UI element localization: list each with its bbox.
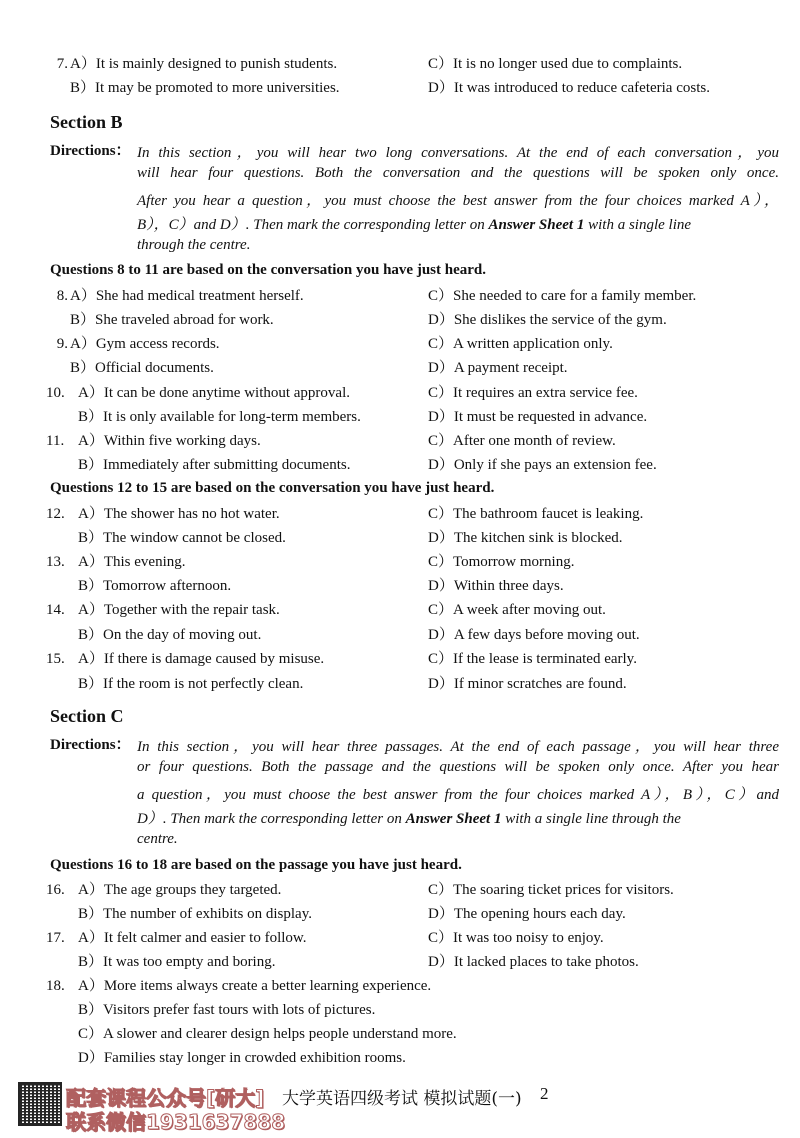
option-a: A）This evening. — [78, 554, 186, 570]
question-group-heading: Questions 8 to 11 are based on the conversation you have just heard. — [50, 262, 486, 278]
directions-line: centre. — [137, 831, 178, 847]
option-d: D）A payment receipt. — [428, 360, 568, 376]
question-group-heading: Questions 16 to 18 are based on the passage you have just heard. — [50, 857, 462, 873]
option-a: A）She had medical treatment herself. — [70, 288, 304, 304]
question-number: 14. — [46, 602, 65, 618]
option-d: D）It lacked places to take photos. — [428, 954, 639, 970]
question-number: 16. — [46, 882, 65, 898]
page-footer — [0, 1082, 800, 1132]
question-12 — [0, 503, 800, 525]
option-c: C）A written application only. — [428, 336, 613, 352]
option-a: A）The age groups they targeted. — [78, 882, 282, 898]
question-14 — [0, 599, 800, 621]
question-number: 13. — [46, 554, 65, 570]
option-a: A）It felt calmer and easier to follow. — [78, 930, 307, 946]
option-b: B）It may be promoted to more universities. — [70, 80, 340, 96]
option-d: D）The opening hours each day. — [428, 906, 626, 922]
option-b: B）If the room is not perfectly clean. — [78, 676, 304, 692]
question-7-row-2 — [0, 77, 800, 99]
section-b-heading: Section B — [50, 112, 123, 132]
question-number: 11. — [46, 433, 65, 449]
option-c: C）A slower and clearer design helps people understand more. — [78, 1026, 457, 1042]
footer-title: 大学英语四级考试 模拟试题(一) — [282, 1089, 522, 1109]
directions-line: D）. Then mark the corresponding letter on Answer Sheet 1 with a single line through the — [137, 811, 681, 827]
question-number: 10. — [46, 385, 65, 401]
option-a: A）It can be done anytime without approval. — [78, 385, 351, 401]
question-13 — [0, 551, 800, 573]
option-c: C）She needed to care for a family member. — [428, 288, 697, 304]
option-b: B）On the day of moving out. — [78, 627, 262, 643]
option-b: B）The number of exhibits on display. — [78, 906, 312, 922]
option-d: D）Within three days. — [428, 578, 564, 594]
option-d: D）Only if she pays an extension fee. — [428, 457, 657, 473]
option-a: A）Within five working days. — [78, 433, 261, 449]
option-d: D）It must be requested in advance. — [428, 409, 648, 425]
option-d: D）The kitchen sink is blocked. — [428, 530, 623, 546]
question-group-heading: Questions 12 to 15 are based on the conversation you have just heard. — [50, 480, 495, 496]
question-number: 8. — [56, 288, 68, 304]
option-a: A）If there is damage caused by misuse. — [78, 651, 325, 667]
page-number: 2 — [540, 1084, 549, 1103]
question-number: 9. — [56, 336, 68, 352]
option-a: A）It is mainly designed to punish students. — [70, 56, 338, 72]
watermark-line-1: 配套课程公众号[研大] — [66, 1086, 265, 1110]
option-c: C）It requires an extra service fee. — [428, 385, 638, 401]
directions-line: After you hear a question，you must choose the best answer from the four choices marked A）， — [137, 193, 779, 209]
option-b: B）Official documents. — [70, 360, 214, 376]
directions-label: Directions： — [50, 143, 131, 159]
option-c: C）The soaring ticket prices for visitors. — [428, 882, 674, 898]
question-number: 18. — [46, 978, 65, 994]
answer-sheet-label: Answer Sheet 1 — [405, 811, 502, 827]
option-c: C）A week after moving out. — [428, 602, 606, 618]
question-7 — [0, 53, 800, 75]
directions-line: will hear four questions. Both the conversation and the questions will be spoken only once. — [137, 165, 779, 181]
option-b: B）Tomorrow afternoon. — [78, 578, 232, 594]
directions-line: a question，you must choose the best answer from the four choices marked A），B），C）and — [137, 787, 779, 803]
option-a: A）More items always create a better learning experience. — [78, 978, 432, 994]
option-c: C）It was too noisy to enjoy. — [428, 930, 604, 946]
question-16 — [0, 879, 800, 901]
option-b: B）It is only available for long-term members. — [78, 409, 361, 425]
answer-sheet-label: Answer Sheet 1 — [488, 217, 585, 233]
question-18 — [0, 975, 800, 997]
option-b: B）Immediately after submitting documents. — [78, 457, 351, 473]
question-number: 17. — [46, 930, 65, 946]
question-8 — [0, 285, 800, 307]
question-15 — [0, 648, 800, 670]
option-d: D）She dislikes the service of the gym. — [428, 312, 667, 328]
question-number: 7. — [56, 56, 68, 72]
option-d: D）Families stay longer in crowded exhibition rooms. — [78, 1050, 406, 1066]
option-b: B）The window cannot be closed. — [78, 530, 286, 546]
option-b: B）She traveled abroad for work. — [70, 312, 274, 328]
option-c: C）If the lease is terminated early. — [428, 651, 637, 667]
directions-line: In this section，you will hear two long conversations. At the end of each conversation，you — [137, 145, 779, 161]
section-c-heading: Section C — [50, 706, 124, 726]
option-a: A）The shower has no hot water. — [78, 506, 280, 522]
option-d: D）If minor scratches are found. — [428, 676, 627, 692]
directions-line: or four questions. Both the passage and the questions will be spoken only once. After you hear — [137, 759, 779, 775]
option-d: D）It was introduced to reduce cafeteria costs. — [428, 80, 710, 96]
option-d: D）A few days before moving out. — [428, 627, 640, 643]
option-a: A）Together with the repair task. — [78, 602, 280, 618]
question-11 — [0, 430, 800, 452]
option-c: C）It is no longer used due to complaints. — [428, 56, 683, 72]
question-number: 12. — [46, 506, 65, 522]
option-a: A）Gym access records. — [70, 336, 220, 352]
directions-label: Directions： — [50, 737, 131, 753]
option-b: B）It was too empty and boring. — [78, 954, 276, 970]
option-c: C）After one month of review. — [428, 433, 616, 449]
directions-line: B），C）and D）. Then mark the corresponding letter on Answer Sheet 1 with a single line — [137, 217, 692, 233]
option-c: C）Tomorrow morning. — [428, 554, 575, 570]
directions-line: through the centre. — [137, 237, 251, 253]
directions-line: In this section，you will hear three passages. At the end of each passage，you will hear three — [137, 739, 779, 755]
question-9 — [0, 333, 800, 355]
qr-code-icon — [18, 1082, 62, 1126]
option-b: B）Visitors prefer fast tours with lots of pictures. — [78, 1002, 376, 1018]
question-number: 15. — [46, 651, 65, 667]
option-c: C）The bathroom faucet is leaking. — [428, 506, 644, 522]
question-10 — [0, 382, 800, 404]
watermark-line-2: 联系微信1931637888 — [66, 1110, 286, 1134]
question-17 — [0, 927, 800, 949]
